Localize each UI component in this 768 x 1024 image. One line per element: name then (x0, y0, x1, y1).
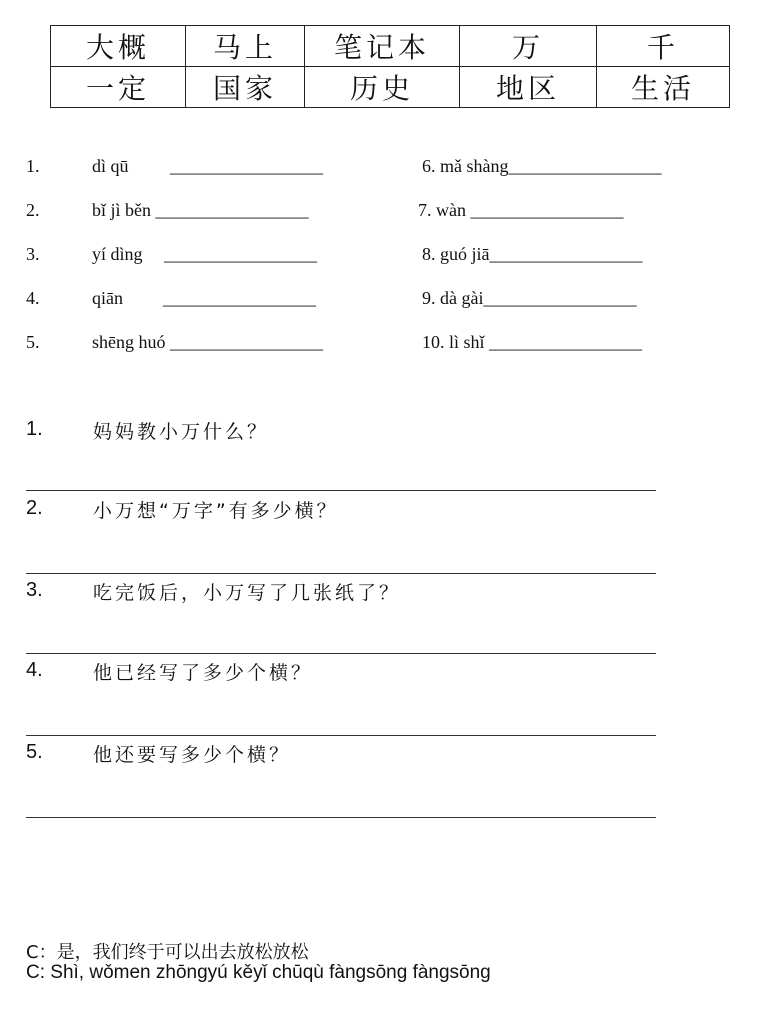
pinyin-number: 2. (26, 200, 40, 220)
answer-blank[interactable]: _________________ (164, 244, 317, 264)
answer-blank[interactable]: _________________ (489, 332, 643, 352)
dialogue-chinese: C：是，我们终于可以出去放松放松 (26, 942, 309, 963)
answer-blank[interactable]: _________________ (483, 288, 637, 308)
answer-line[interactable] (26, 817, 656, 818)
pinyin-item (422, 288, 636, 309)
question-number: 2. (26, 497, 43, 519)
pinyin-item (26, 200, 309, 221)
pinyin-item (418, 200, 624, 221)
pinyin-number: 7. (418, 200, 432, 220)
vocab-cell: 地区 (460, 67, 597, 108)
pinyin-number: 10. (422, 332, 445, 352)
vocab-cell: 千 (597, 26, 730, 67)
pinyin-number: 3. (26, 244, 40, 264)
question-text: 吃完饭后，小万写了几张纸了？ (93, 582, 402, 604)
question-number: 1. (26, 418, 43, 440)
question-text: 妈妈教小万什么？ (93, 421, 270, 443)
question-number: 5. (26, 741, 43, 763)
vocab-cell: 国家 (186, 67, 305, 108)
pinyin-text: wàn (436, 200, 466, 220)
answer-line[interactable] (26, 573, 656, 574)
vocab-row (51, 67, 730, 108)
vocab-cell: 马上 (186, 26, 305, 67)
answer-blank[interactable]: _________________ (170, 156, 323, 176)
vocabulary-table (50, 25, 730, 108)
pinyin-item (422, 332, 642, 353)
question-text: 他还要写多少个横？ (93, 744, 292, 766)
pinyin-text: mǎ shàng (440, 156, 509, 176)
vocab-cell: 万 (460, 26, 597, 67)
answer-line[interactable] (26, 735, 656, 736)
vocab-cell: 生活 (597, 67, 730, 108)
vocab-cell: 笔记本 (305, 26, 460, 67)
answer-blank[interactable]: _________________ (489, 244, 643, 264)
pinyin-item (26, 288, 316, 309)
pinyin-text: guó jiā (440, 244, 490, 264)
vocab-row (51, 26, 730, 67)
pinyin-text: dì qū (92, 156, 129, 176)
pinyin-number: 4. (26, 288, 40, 308)
pinyin-text: dà gài (440, 288, 484, 308)
pinyin-number: 8. (422, 244, 436, 264)
pinyin-text: yí dìng (92, 244, 143, 264)
pinyin-text: lì shǐ (449, 332, 485, 352)
answer-blank[interactable]: _________________ (170, 332, 323, 352)
vocab-cell: 大概 (51, 26, 186, 67)
pinyin-text: qiān (92, 288, 123, 308)
pinyin-text: shēng huó (92, 332, 166, 352)
answer-blank[interactable]: _________________ (470, 200, 624, 220)
question-number: 4. (26, 659, 43, 681)
vocab-cell: 一定 (51, 67, 186, 108)
question-text: 小万想“万字”有多少横？ (93, 500, 339, 522)
dialogue-pinyin: C: Shì, wǒmen zhōngyú kěyǐ chūqù fàngsōng fàngsōng (26, 962, 491, 983)
vocab-cell: 历史 (305, 67, 460, 108)
question-text: 他已经写了多少个横？ (93, 662, 314, 684)
pinyin-number: 1. (26, 156, 40, 176)
answer-blank[interactable]: _________________ (163, 288, 316, 308)
answer-line[interactable] (26, 490, 656, 491)
pinyin-item (422, 244, 643, 265)
pinyin-number: 6. (422, 156, 436, 176)
answer-line[interactable] (26, 653, 656, 654)
pinyin-item (26, 156, 323, 177)
answer-blank[interactable]: _________________ (508, 156, 662, 176)
question-number: 3. (26, 579, 43, 601)
pinyin-text: bǐ jì běn (92, 200, 151, 220)
answer-blank[interactable]: _________________ (155, 200, 309, 220)
pinyin-item (422, 156, 661, 177)
pinyin-item (26, 332, 323, 353)
pinyin-item (26, 244, 317, 265)
pinyin-number: 9. (422, 288, 436, 308)
pinyin-number: 5. (26, 332, 40, 352)
